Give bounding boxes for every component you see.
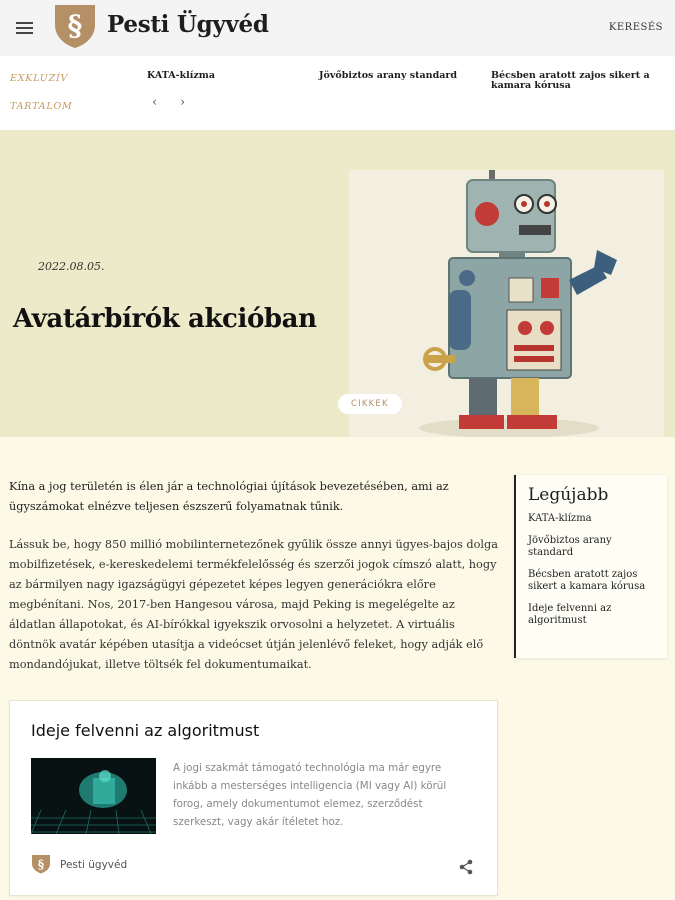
chevron-right-icon[interactable]: › [180,95,186,110]
search-link[interactable]: KERESÉS [608,22,663,33]
exclusive-item-line: KATA-klízma [147,70,215,81]
latest-item[interactable]: KATA-klízma [528,513,592,524]
exclusive-item-line: Jövőbiztos arany standard [319,70,458,81]
latest-item[interactable]: Ideje felvenni az algoritmust [528,603,612,626]
article-body [9,477,499,675]
card-thumbnail[interactable] [31,758,156,834]
exclusive-strip [0,56,675,130]
exclusive-label-line2: TARTALOM [10,101,73,112]
card-source: Pesti ügyvéd [60,859,128,871]
chevron-left-icon[interactable]: ‹ [152,95,158,110]
section-shield-logo[interactable] [52,3,98,49]
card-excerpt: A jogi szakmát támogató technológia ma már egyre inkább a mesterséges intelligencia (MI vagy AI) körül forog, amely dokumentumot elemez, szerződést szerkeszt, vagy akár ítéletet hoz. [173,762,447,828]
article-paragraph: Lássuk be, hogy 850 millió mobilinternetezőnek gyűlik össze annyi ügyes-bajos dolga mobilfizetések, e-kereskedelemi termékfelelősség és szerzői jogok címszó alatt, hogy az bármilyen nagy igazságügyi gépezetet képes legyen generációkra előre megbénítani. Nos, 2017-ben Hangesou városa, majd Peking is megelégelte az áldatlan állapotokat, és AI-bírókkal igyekszik orvosolni a helyzetet. A virtuális döntnök avatár képében utasítja a videócset útján jelenlévő feleket, hogy adják elő mondandójukat, illetve töltsék fel dokumentumaikat. [9,538,498,671]
exclusive-label-line1: EXKLUZÍV [10,73,69,84]
latest-sidebar [514,475,667,658]
site-brand[interactable]: Pesti Ügyvéd [107,11,269,38]
menu-icon[interactable] [16,22,33,34]
article-title: Avatárbírók akcióban [13,304,317,334]
exclusive-item[interactable] [319,71,457,81]
exclusive-item[interactable] [147,71,215,81]
svg-text:§: § [37,857,45,872]
svg-text:§: § [67,9,83,42]
article-lead: Kína a jog területén is élen jár a technológiai újítások bevezetésében, ami az ügyszámokat elnézve teljesen észszerű folyamatnak tűnik. [9,480,449,513]
article-card[interactable] [9,700,498,896]
share-icon[interactable] [458,859,474,875]
top-bar [0,0,675,56]
category-tag[interactable]: CIKKEK [338,394,402,414]
card-title[interactable]: Ideje felvenni az algoritmust [31,721,260,740]
latest-title: Legújabb [528,485,609,505]
section-shield-logo [31,854,51,874]
article-date: 2022.08.05. [38,260,105,273]
latest-item[interactable]: Bécsben aratott zajos sikert a kamara kórusa [528,569,646,592]
exclusive-item[interactable] [491,71,661,91]
latest-list [528,513,655,627]
hero-section [0,130,675,437]
exclusive-item-line: Bécsben aratott zajos sikert a [491,70,650,81]
latest-item[interactable]: Jövőbiztos arany standard [528,535,612,558]
exclusive-item-line: kamara kórusa [491,80,571,91]
